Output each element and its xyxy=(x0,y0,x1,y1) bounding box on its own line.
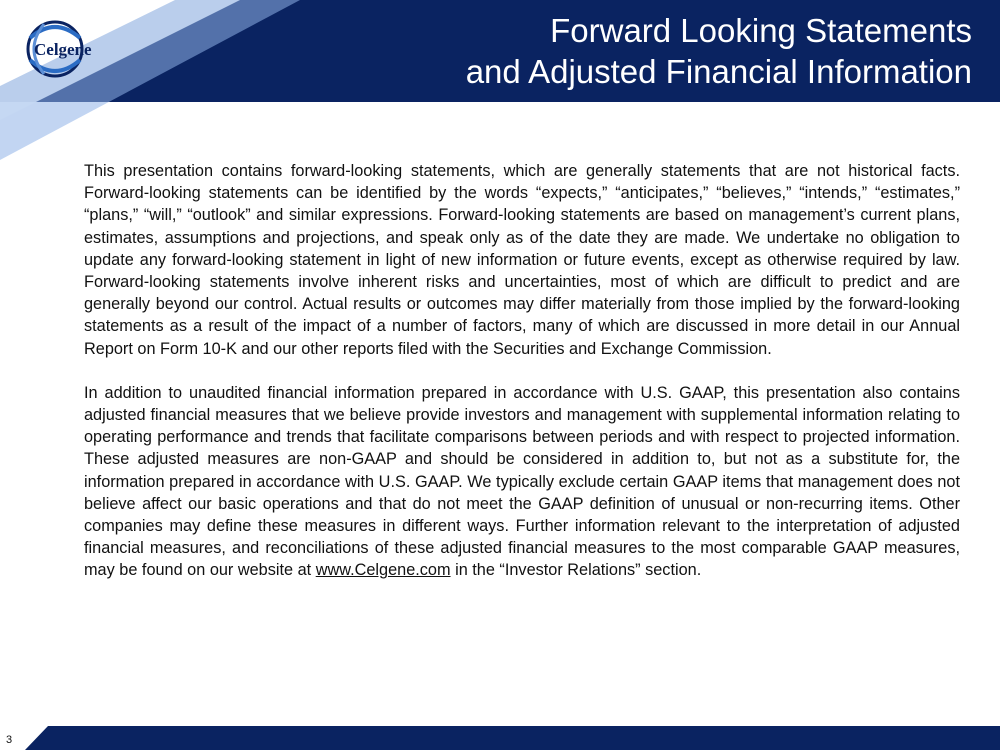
paragraph-text-before-link: In addition to unaudited financial information prepared in accordance with U.S. GAAP, this presentation also contains adjusted financial measures that we believe provide investors and management with supplemental information relating to operating performance and trends that facilitate comparisons between periods and with respect to projected information. These adjusted measures are non-GAAP and should be considered in addition to, but not as a substitute for, the information prepared in accordance with U.S. GAAP. We typically exclude certain GAAP items that management does not believe affect our basic operations and that do not meet the GAAP definition of unusual or non-recurring items. Other companies may define these measures in different ways. Further information relevant to the interpretation of adjusted financial measures, and reconciliations of these adjusted financial measures to the most comparable GAAP measures, may be found on our website at xyxy=(84,383,960,580)
page-title xyxy=(332,10,972,92)
footer-band xyxy=(0,726,1000,750)
title-line-2: and Adjusted Financial Information xyxy=(465,53,972,90)
logo-text: Celgene xyxy=(34,40,92,59)
celgene-logo xyxy=(16,10,146,88)
forward-looking-paragraph: This presentation contains forward-looking statements, which are generally statements that are not historical facts. Forward-looking statements can be identified by the words “expects,” “anticipates,” “believes,” “intends,” “estimates,” “plans,” “will,” “outlook” and similar expressions. Forward-looking statements are based on management’s current plans, estimates, assumptions and projections, and speak only as of the date they are made. We undertake no obligation to update any forward-looking statement in light of new information or future events, except as otherwise required by law. Forward-looking statements involve inherent risks and uncertainties, most of which are difficult to predict and are generally beyond our control. Actual results or outcomes may differ materially from those implied by the forward-looking statements as a result of the impact of a number of factors, many of which are discussed in more detail in our Annual Report on Form 10-K and our other reports filed with the Securities and Exchange Commission. xyxy=(84,162,960,358)
paragraph-text-after-link: in the “Investor Relations” section. xyxy=(450,561,702,580)
title-line-1: Forward Looking Statements xyxy=(550,12,972,49)
body-text xyxy=(84,160,960,582)
celgene-website-link[interactable]: www.Celgene.com xyxy=(315,561,451,580)
adjusted-financial-paragraph xyxy=(84,382,960,582)
page-number: 3 xyxy=(6,734,13,746)
